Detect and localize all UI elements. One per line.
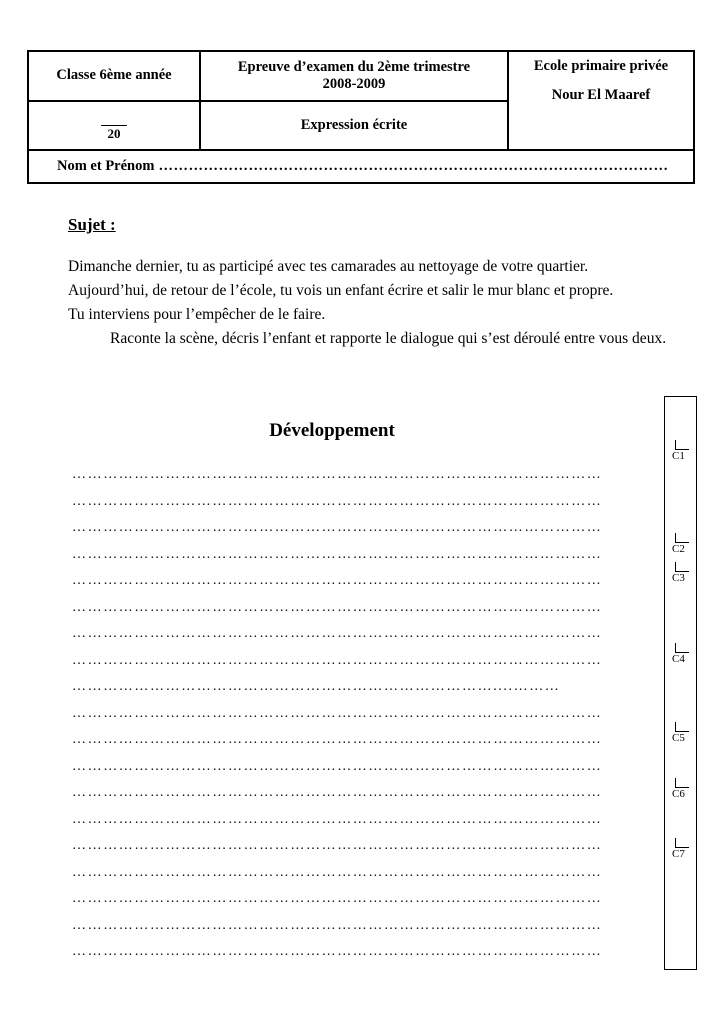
writing-line: ………………………………………………………………………………………… <box>72 944 603 959</box>
bracket-icon <box>675 643 689 653</box>
subject-cell: Expression écrite <box>201 102 509 149</box>
criterion-label: C7 <box>672 848 685 860</box>
school-cell <box>509 52 693 102</box>
writing-line: ………………………………………………………………………....……… <box>72 679 561 694</box>
criterion-label: C6 <box>672 788 685 800</box>
writing-line: ………………………………………………………………………………………… <box>72 838 603 853</box>
criterion-label: C2 <box>672 543 685 555</box>
writing-line: ………………………………………………………………………………………… <box>72 599 603 615</box>
criterion-label: C5 <box>672 732 685 744</box>
writing-line: ………………………………………………………………………………………… <box>72 732 603 747</box>
writing-line: ………………………………………………………………………………………… <box>72 864 603 880</box>
criterion-marker <box>668 533 696 555</box>
criterion-label: C4 <box>672 653 685 665</box>
bracket-icon <box>675 440 689 450</box>
development-title: Développement <box>269 420 395 441</box>
writing-line: ………………………………………………………………………………………… <box>72 652 603 668</box>
header-row-mid <box>29 102 693 149</box>
school-cell-spacer <box>509 102 693 149</box>
criterion-label: C3 <box>672 572 685 584</box>
writing-line: ………………………………………………………………………………………… <box>72 917 603 933</box>
exam-title-line1: Epreuve d’examen du 2ème trimestre <box>237 58 471 75</box>
bracket-icon <box>675 778 689 788</box>
criterion-marker <box>668 778 696 800</box>
subject-title: Sujet : <box>68 215 116 234</box>
writing-line: ………………………………………………………………………………………… <box>72 573 603 588</box>
writing-line: ………………………………………………………………………………………… <box>72 758 603 774</box>
school-name-line1: Ecole primaire privée <box>533 58 669 74</box>
header-table <box>27 50 695 184</box>
criterion-label: C1 <box>672 450 685 462</box>
name-label: Nom et Prénom <box>57 158 155 174</box>
criterion-marker <box>668 643 696 665</box>
school-name-line2: Nour El Maaref <box>551 87 651 104</box>
writing-line: ………………………………………………………………………………………… <box>72 705 603 721</box>
class-cell: Classe 6ème année <box>29 52 201 102</box>
writing-line: ………………………………………………………………………………………… <box>72 546 603 562</box>
writing-line: ………………………………………………………………………………………… <box>72 626 603 641</box>
criteria-column <box>664 396 697 970</box>
exam-title-line2: 2008-2009 <box>322 76 386 92</box>
criterion-marker <box>668 838 696 860</box>
writing-line: ………………………………………………………………………………………… <box>72 785 603 800</box>
criterion-marker <box>668 440 696 462</box>
subject-paragraph-3: Raconte la scène, décris l’enfant et rapporte le dialogue qui s’est déroulé entre vous deux. <box>110 330 667 348</box>
exam-title-cell <box>201 52 509 102</box>
subject-paragraph-2: Tu interviens pour l’empêcher de le faire. <box>68 306 326 324</box>
name-row <box>29 149 693 182</box>
writing-line: ………………………………………………………………………………………… <box>72 493 603 509</box>
criterion-marker <box>668 562 696 584</box>
bracket-icon <box>675 533 689 543</box>
writing-line: ………………………………………………………………………………………… <box>72 520 603 535</box>
bracket-icon <box>675 838 689 848</box>
mark-fraction <box>101 110 127 142</box>
writing-line: ………………………………………………………………………………………… <box>72 891 603 906</box>
name-dots: ………………………………………………………………………………………… <box>158 158 669 174</box>
header-row-top <box>29 52 693 102</box>
mark-cell <box>29 102 201 149</box>
mark-value <box>101 110 127 126</box>
bracket-icon <box>675 722 689 732</box>
mark-total: 20 <box>107 125 121 141</box>
subject-body <box>68 255 668 351</box>
writing-line: ………………………………………………………………………………………… <box>72 811 603 827</box>
subject-paragraph-1: Dimanche dernier, tu as participé avec tes camarades au nettoyage de votre quartier. Aujourd’hui, de retour de l’école, tu vois un enfant écrire et salir le mur blanc et propre. <box>68 258 614 300</box>
writing-line: ………………………………………………………………………………………… <box>72 467 603 482</box>
writing-lines <box>72 462 652 966</box>
criterion-marker <box>668 722 696 744</box>
bracket-icon <box>675 562 689 572</box>
